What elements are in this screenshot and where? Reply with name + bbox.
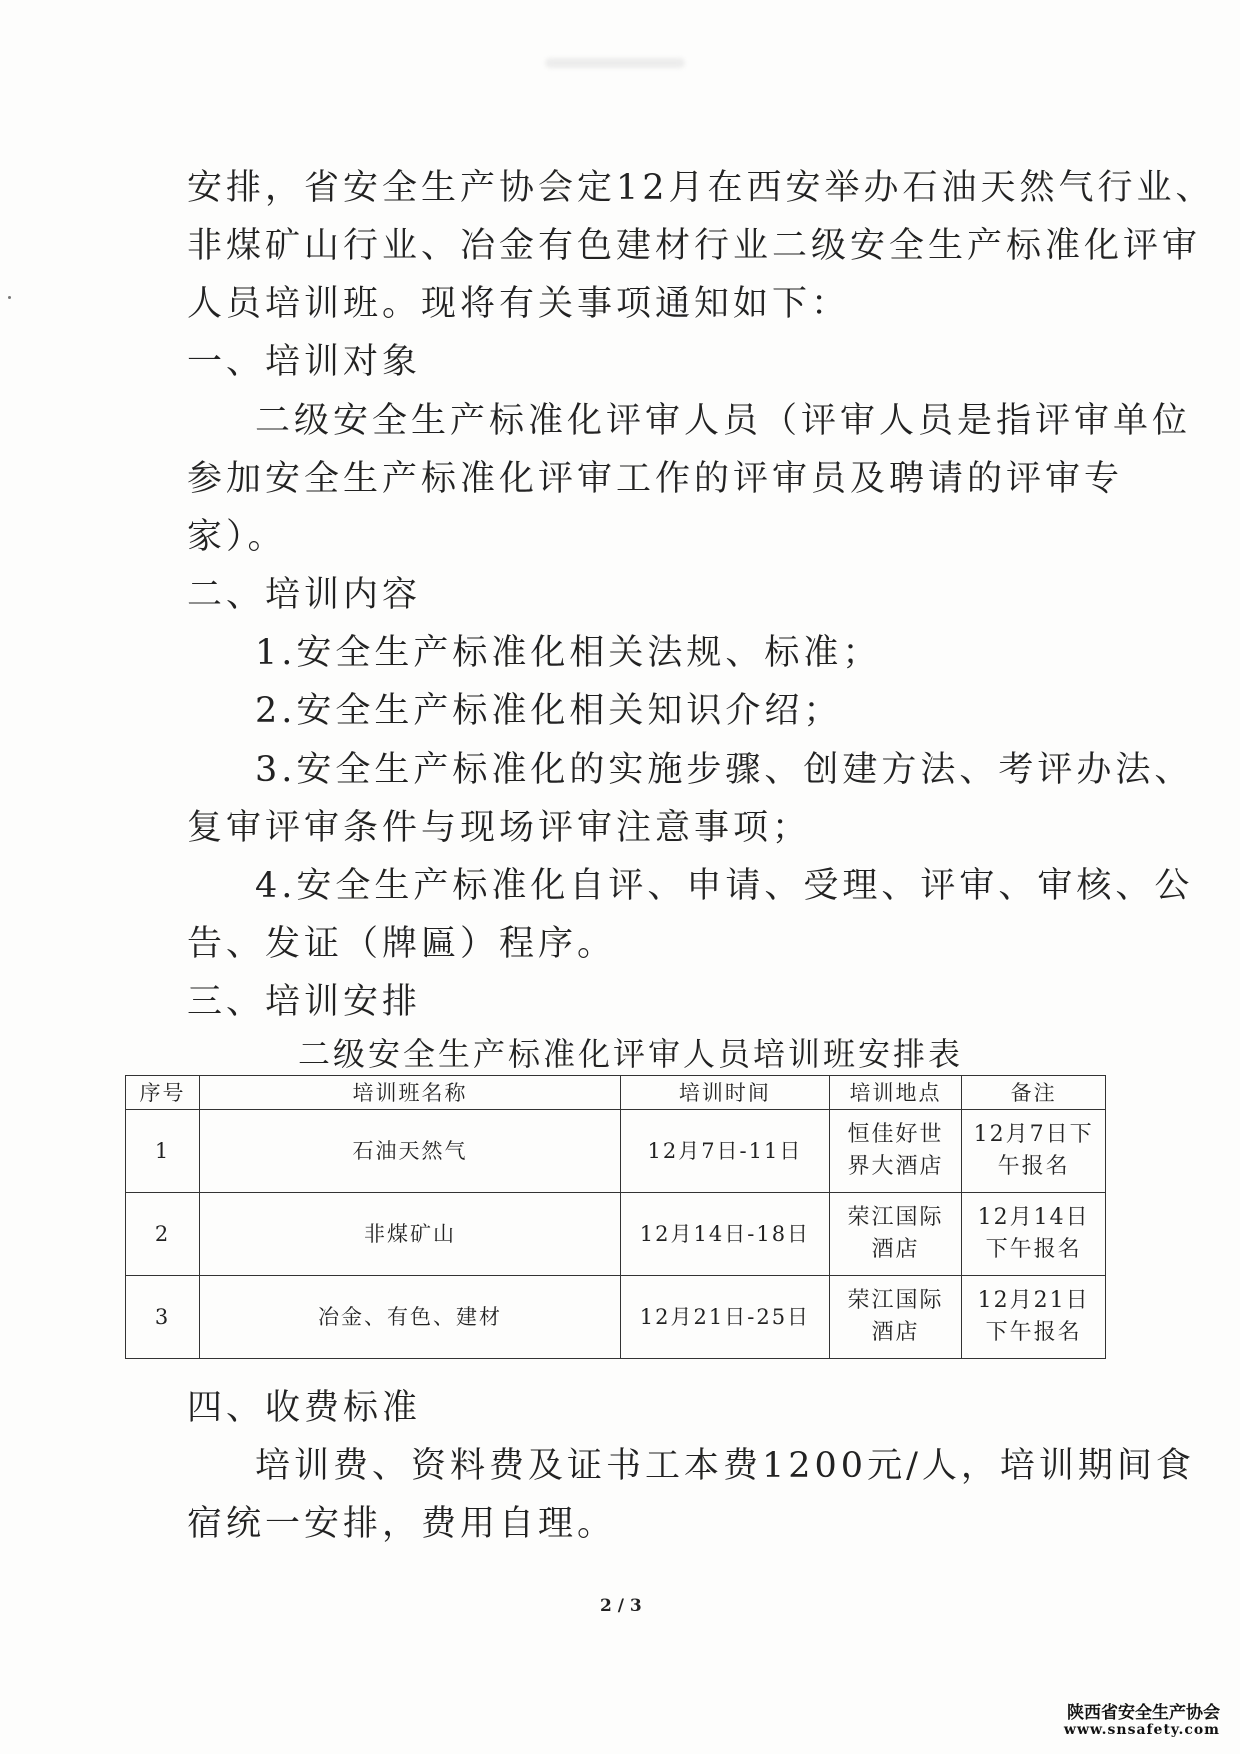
cell-note: 12月14日下午报名: [962, 1193, 1106, 1276]
paragraph-line: 宿统一安排，费用自理。: [187, 1504, 617, 1544]
section-heading-1: 一、培训对象: [187, 342, 422, 382]
header-cell: 培训地点: [829, 1076, 961, 1110]
paragraph-line: 培训费、资料费及证书工本费1200元/人，培训期间食: [255, 1446, 1195, 1486]
paragraph-line: 非煤矿山行业、冶金有色建材行业二级安全生产标准化评审: [187, 226, 1202, 266]
cell-time: 12月7日-11日: [621, 1110, 830, 1193]
list-item: 2.安全生产标准化相关知识介绍；: [255, 691, 843, 731]
cell-note: 12月21日下午报名: [962, 1276, 1106, 1359]
paragraph-line: 参加安全生产标准化评审工作的评审员及聘请的评审专: [187, 459, 1124, 499]
schedule-table: [125, 1075, 1106, 1359]
watermark-org: 陕西省安全生产协会: [1067, 1703, 1220, 1723]
list-item: 1.安全生产标准化相关法规、标准；: [255, 633, 882, 673]
list-item-continuation: 复审评审条件与现场评审注意事项；: [187, 808, 812, 848]
table-header-row: [126, 1076, 1106, 1110]
table-row: [126, 1276, 1106, 1359]
paragraph-line: 二级安全生产标准化评审人员（评审人员是指评审单位: [255, 401, 1192, 441]
paragraph-line: 安排，省安全生产协会定12月在西安举办石油天然气行业、: [187, 168, 1215, 208]
cell-location: 荣江国际酒店: [829, 1193, 961, 1276]
cell-time: 12月21日-25日: [621, 1276, 830, 1359]
table-row: [126, 1110, 1106, 1193]
header-cell: 备注: [962, 1076, 1106, 1110]
cell-index: 2: [126, 1193, 200, 1276]
watermark-url: www.snsafety.com: [1063, 1722, 1220, 1738]
paragraph-line: 家）。: [187, 517, 287, 557]
list-item: 4.安全生产标准化自评、申请、受理、评审、审核、公: [255, 866, 1194, 906]
table-caption: 二级安全生产标准化评审人员培训班安排表: [298, 1035, 964, 1073]
cell-location: 荣江国际酒店: [829, 1276, 961, 1359]
cell-class-name: 冶金、有色、建材: [200, 1276, 621, 1359]
cell-class-name: 石油天然气: [200, 1110, 621, 1193]
paragraph-line: 人员培训班。现将有关事项通知如下：: [187, 284, 851, 324]
cell-note: 12月7日下午报名: [962, 1110, 1106, 1193]
scan-smudge: [545, 58, 685, 68]
cell-index: 1: [126, 1110, 200, 1193]
section-heading-3: 三、培训安排: [187, 982, 422, 1022]
section-heading-2: 二、培训内容: [187, 575, 422, 615]
cell-location: 恒佳好世界大酒店: [829, 1110, 961, 1193]
table-row: [126, 1193, 1106, 1276]
list-item-continuation: 告、发证（牌匾）程序。: [187, 924, 617, 964]
page-number: 2 / 3: [600, 1596, 642, 1616]
header-cell: 序号: [126, 1076, 200, 1110]
header-cell: 培训班名称: [200, 1076, 621, 1110]
section-heading-4: 四、收费标准: [187, 1388, 422, 1428]
list-item: 3.安全生产标准化的实施步骤、创建方法、考评办法、: [255, 750, 1194, 790]
cell-class-name: 非煤矿山: [200, 1193, 621, 1276]
scan-dot: [8, 296, 11, 299]
header-cell: 培训时间: [621, 1076, 830, 1110]
cell-time: 12月14日-18日: [621, 1193, 830, 1276]
cell-index: 3: [126, 1276, 200, 1359]
